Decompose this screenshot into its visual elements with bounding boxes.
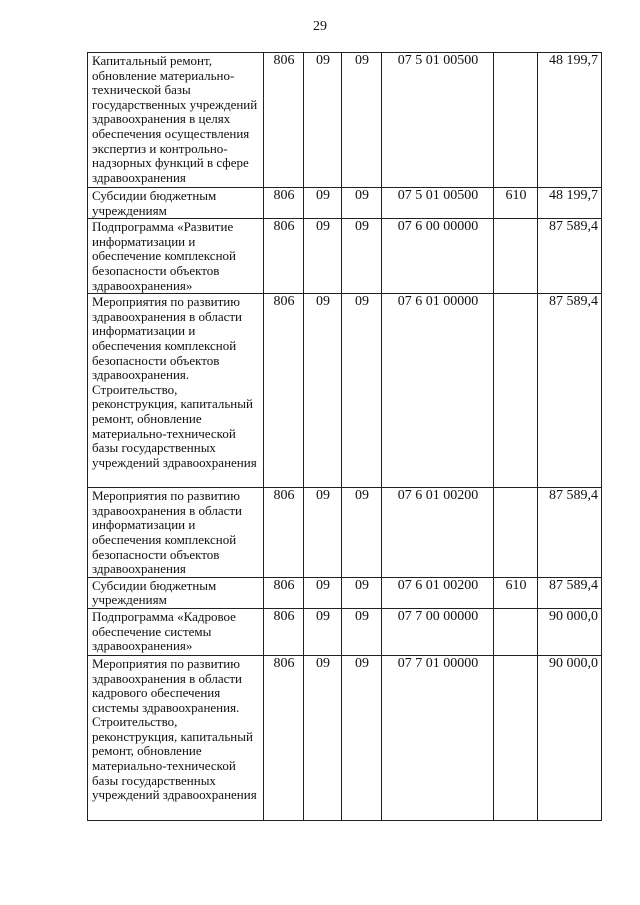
target-code: 07 6 01 00200 bbox=[382, 488, 494, 578]
row-name: Подпрограмма «Развитие информатизации и обеспечение комплексной безопасности объектов здравоохранения» bbox=[88, 219, 264, 294]
row-name: Капитальный ремонт, обновление материально-технической базы государственных учреждений здравоохранения в целях обеспечения осуществления экспертиз и контрольно-надзорных функций в сфере здравоохранения bbox=[88, 53, 264, 188]
subsection-code: 09 bbox=[342, 219, 382, 294]
amount: 90 000,0 bbox=[538, 655, 602, 820]
row-name: Мероприятия по развитию здравоохранения в области информатизации и обеспечения комплексной безопасности объектов здравоохранения. Строительство, реконструкция, капитальный ремонт, обновление материально-технической базы государственных учреждений здравоохранения bbox=[88, 294, 264, 488]
amount: 87 589,4 bbox=[538, 577, 602, 608]
section-code: 09 bbox=[304, 294, 342, 488]
ministry-code: 806 bbox=[264, 188, 304, 219]
table-row bbox=[88, 577, 602, 608]
page-number: 29 bbox=[313, 19, 327, 34]
expense-type-code bbox=[494, 608, 538, 655]
target-code: 07 7 00 00000 bbox=[382, 608, 494, 655]
row-name: Подпрограмма «Кадровое обеспечение системы здравоохранения» bbox=[88, 608, 264, 655]
section-code: 09 bbox=[304, 608, 342, 655]
subsection-code: 09 bbox=[342, 608, 382, 655]
expense-type-code bbox=[494, 219, 538, 294]
amount: 48 199,7 bbox=[538, 188, 602, 219]
table-row bbox=[88, 188, 602, 219]
ministry-code: 806 bbox=[264, 608, 304, 655]
expense-type-code bbox=[494, 294, 538, 488]
ministry-code: 806 bbox=[264, 577, 304, 608]
target-code: 07 6 01 00200 bbox=[382, 577, 494, 608]
amount: 87 589,4 bbox=[538, 488, 602, 578]
row-name: Мероприятия по развитию здравоохранения в области информатизации и обеспечения комплексной безопасности объектов здравоохранения bbox=[88, 488, 264, 578]
section-code: 09 bbox=[304, 655, 342, 820]
table-row bbox=[88, 53, 602, 188]
section-code: 09 bbox=[304, 219, 342, 294]
ministry-code: 806 bbox=[264, 53, 304, 188]
ministry-code: 806 bbox=[264, 488, 304, 578]
section-code: 09 bbox=[304, 488, 342, 578]
target-code: 07 6 01 00000 bbox=[382, 294, 494, 488]
expense-type-code: 610 bbox=[494, 577, 538, 608]
subsection-code: 09 bbox=[342, 655, 382, 820]
ministry-code: 806 bbox=[264, 294, 304, 488]
target-code: 07 5 01 00500 bbox=[382, 53, 494, 188]
subsection-code: 09 bbox=[342, 294, 382, 488]
target-code: 07 5 01 00500 bbox=[382, 188, 494, 219]
expense-type-code bbox=[494, 488, 538, 578]
amount: 87 589,4 bbox=[538, 294, 602, 488]
ministry-code: 806 bbox=[264, 655, 304, 820]
section-code: 09 bbox=[304, 577, 342, 608]
table-row bbox=[88, 608, 602, 655]
amount: 87 589,4 bbox=[538, 219, 602, 294]
amount: 48 199,7 bbox=[538, 53, 602, 188]
expense-type-code bbox=[494, 53, 538, 188]
row-name: Мероприятия по развитию здравоохранения в области кадрового обеспечения системы здравоохранения. Строительство, реконструкция, капитальный ремонт, обновление материально-технической базы государственных учреждений здравоохранения bbox=[88, 655, 264, 820]
subsection-code: 09 bbox=[342, 577, 382, 608]
subsection-code: 09 bbox=[342, 53, 382, 188]
row-name: Субсидии бюджетным учреждениям bbox=[88, 577, 264, 608]
target-code: 07 6 00 00000 bbox=[382, 219, 494, 294]
expense-type-code: 610 bbox=[494, 188, 538, 219]
table-row bbox=[88, 655, 602, 820]
subsection-code: 09 bbox=[342, 188, 382, 219]
section-code: 09 bbox=[304, 53, 342, 188]
expense-type-code bbox=[494, 655, 538, 820]
section-code: 09 bbox=[304, 188, 342, 219]
table-row bbox=[88, 294, 602, 488]
ministry-code: 806 bbox=[264, 219, 304, 294]
table-row bbox=[88, 219, 602, 294]
row-name: Субсидии бюджетным учреждениям bbox=[88, 188, 264, 219]
table-row bbox=[88, 488, 602, 578]
target-code: 07 7 01 00000 bbox=[382, 655, 494, 820]
amount: 90 000,0 bbox=[538, 608, 602, 655]
subsection-code: 09 bbox=[342, 488, 382, 578]
budget-table bbox=[87, 52, 602, 821]
